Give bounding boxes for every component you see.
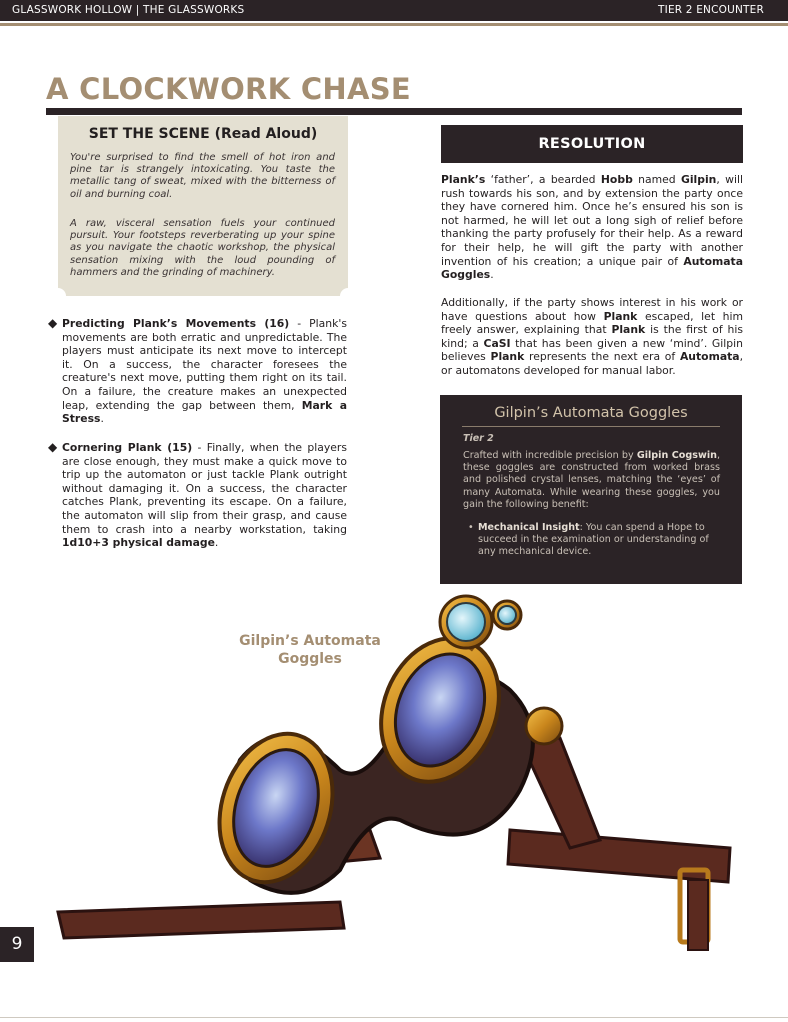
term-goggles: Automata Goggles (441, 254, 743, 282)
page-number: 9 (0, 927, 34, 962)
scene-paragraph-1: You're surprised to find the smell of hot iron and pine tar is strangely intoxicating. You taste the metallic tang of sweat, mixed with the bitterness of oil and burning coal. (70, 152, 335, 200)
resolution-paragraph-2 (441, 296, 743, 378)
resolution-paragraph-1 (441, 173, 743, 282)
text-run: ‘father’, a bearded (485, 173, 601, 186)
term-plank: Plank (603, 309, 638, 323)
bullet-cornering (48, 441, 347, 550)
text-run: Crafted with incredible precision by (463, 450, 637, 461)
text-run: that has been given a new ‘mind’. Gilpin believes (441, 336, 743, 364)
text-run: named (632, 173, 681, 186)
scene-heading: SET THE SCENE (Read Aloud) (88, 126, 318, 142)
bullet-text: - Plank's movements are both erratic and unpredictable. The players must anticipate its next move to intercept it. On a success, the character foresees the creature's next move, putting them right on its tail. On a failure, the creature makes an unexpected leap, extending the gap between them, (62, 317, 347, 412)
header-right: TIER 2 ENCOUNTER (658, 4, 764, 16)
item-card (440, 395, 742, 584)
bullet-strong: Mark a Stress (62, 398, 347, 426)
page-title: A CLOCKWORK CHASE (46, 72, 412, 106)
card-rule (462, 426, 720, 427)
diamond-bullet-icon: ◆ (48, 440, 58, 454)
bullet-end: . (214, 536, 219, 550)
text-run: Additionally, if the party shows interest in his work or have questions about how (441, 296, 743, 323)
text-run: represents the next era of (524, 350, 680, 364)
feature-text: : You can spend a Hope to succeed in the examination or understanding of any mechanical device. (478, 522, 709, 558)
header-rule (0, 23, 788, 26)
goggles-illustration (40, 590, 760, 990)
text-run: , these goggles are constructed from worked brass and polished crystal lenses, matching the ‘eyes’ of many Automata. While wearing these goggles, you gain the following benefit: (463, 450, 721, 510)
scene-box (58, 116, 348, 296)
bullet-title: Predicting Plank’s Movements (16) (62, 317, 290, 330)
feature-title: Mechanical Insight (478, 522, 580, 533)
bullet-predicting (48, 317, 347, 426)
card-tier: Tier 2 (463, 433, 494, 444)
resolution-heading: RESOLUTION (441, 125, 743, 163)
bullet-end: . (100, 412, 104, 426)
term-hobb: Hobb (600, 173, 633, 186)
title-rule (46, 108, 742, 115)
scene-notch-right (340, 288, 356, 304)
bullet-title: Cornering Plank (15) (62, 441, 193, 454)
term-plank: Plank (490, 350, 525, 364)
card-description (463, 450, 720, 511)
text-run: is the first of his kind; a (441, 323, 743, 350)
text-run: escaped, let him freely answer, explaining that (441, 309, 744, 337)
footer-rule (0, 1017, 788, 1018)
term-casi: CaSI (483, 336, 511, 350)
term-plank: Plank (611, 323, 646, 337)
bullet-dot-icon: • (468, 522, 474, 533)
term-plank: Plank’s (441, 173, 486, 186)
scene-paragraph-2: A raw, visceral sensation fuels your continued pursuit. Your footsteps reverberating up your spine as you navigate the chaotic workshop, the physical sensation mixing with the loud pounding of hammers and the grinding of machinery. (70, 218, 335, 278)
term-gilpin-cogswin: Gilpin Cogswin (636, 450, 717, 461)
text-run: , or automatons developed for manual labor. (441, 350, 743, 377)
text-run: , will rush towards his son, and by extension the party once they have cornered him. Once he’s ensured his son is not harmed, he will let out a long sigh of relief before thanking the party profusely for their help. As a reward for their help, he will gift the party with another invention of his creation; a unique pair of (441, 173, 743, 268)
running-header (0, 0, 788, 21)
illustration-caption: Gilpin’s Automata Goggles (239, 633, 381, 667)
term-gilpin: Gilpin (680, 173, 717, 186)
card-title: Gilpin’s Automata Goggles (494, 405, 688, 421)
text-run: . (490, 268, 494, 282)
header-left: GLASSWORK HOLLOW | THE GLASSWORKS (12, 4, 245, 16)
diamond-bullet-icon: ◆ (48, 316, 58, 330)
term-automata: Automata (679, 350, 740, 364)
bullet-text: - Finally, when the players are close enough, they must make a quick move to trip up the automaton or just tackle Plank outright without damaging it. On a success, the character catches Plank, preventing its escape. On a failure, the automaton will slip from their grasp, and cause them to crash into a nearby workstation, taking (62, 441, 347, 536)
scene-notch-left (50, 288, 66, 304)
bullet-strong: 1d10+3 physical damage (62, 536, 215, 550)
card-feature (468, 522, 720, 559)
